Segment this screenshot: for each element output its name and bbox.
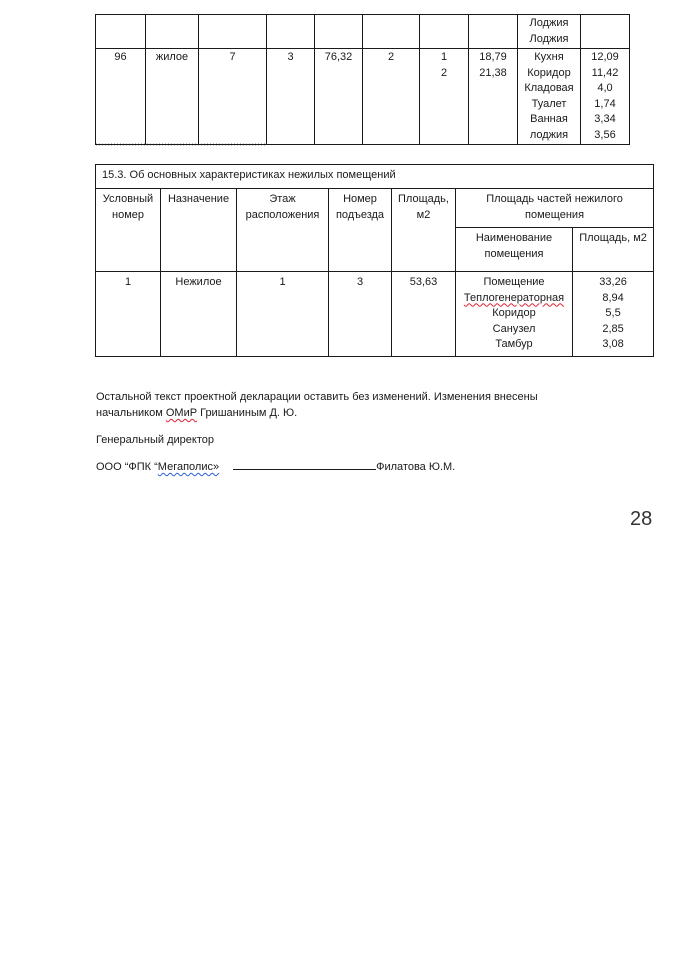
header-part-area: Площадь, м2 bbox=[573, 228, 654, 272]
table-cell bbox=[146, 15, 199, 49]
table-cell bbox=[420, 15, 469, 49]
part-name: лоджия bbox=[529, 128, 569, 141]
room-areas-cell bbox=[469, 49, 518, 145]
table-cell bbox=[581, 15, 630, 49]
part-name: Ванная bbox=[530, 113, 568, 125]
part-area: 33,26 bbox=[599, 276, 627, 288]
part-area: 4,0 bbox=[597, 82, 613, 94]
part-area: 2,85 bbox=[602, 322, 624, 335]
header-part-name: Наименование помещения bbox=[456, 228, 573, 272]
part-area: 8,94 bbox=[602, 291, 624, 304]
premise-area: 53,63 bbox=[392, 272, 456, 357]
apartments-table-continuation bbox=[95, 14, 630, 145]
premise-number: 1 bbox=[96, 272, 161, 357]
page-number: 28 bbox=[630, 508, 653, 530]
part-name: Кладовая bbox=[524, 82, 574, 94]
part-name: Теплогенераторная bbox=[463, 291, 565, 304]
table-header-row bbox=[96, 189, 654, 228]
part-names-cell bbox=[518, 49, 581, 145]
table-cell bbox=[315, 15, 363, 49]
apartment-rooms-count: 3 bbox=[267, 49, 315, 145]
part-area: 1,74 bbox=[594, 97, 616, 110]
table-cell bbox=[469, 15, 518, 49]
part-area: 3,56 bbox=[594, 128, 616, 141]
signature-line bbox=[96, 458, 455, 475]
room-number: 1 bbox=[440, 51, 448, 63]
premise-purpose: Нежилое bbox=[161, 272, 237, 357]
closing-note bbox=[96, 389, 576, 421]
room-area: 18,79 bbox=[479, 51, 507, 63]
table-cell bbox=[199, 15, 267, 49]
part-name: Помещение bbox=[483, 276, 545, 288]
table-row bbox=[96, 272, 654, 357]
apartment-floor: 7 bbox=[199, 49, 267, 145]
apartment-number: 96 bbox=[96, 49, 146, 145]
signer-name: Филатова Ю.М. bbox=[376, 461, 456, 473]
table-cell bbox=[96, 15, 146, 49]
signature-blank bbox=[233, 458, 376, 470]
premise-part-names bbox=[456, 272, 573, 357]
header-floor: Этаж расположения bbox=[237, 189, 329, 272]
part-name: Коридор bbox=[527, 66, 571, 79]
room-area: 21,38 bbox=[479, 66, 507, 79]
part-area: 5,5 bbox=[605, 307, 621, 319]
note-department: ОМиР bbox=[165, 407, 198, 419]
header-parts: Площадь частей нежилого помещения bbox=[456, 189, 654, 228]
org-name: Мегаполис» bbox=[157, 461, 220, 473]
part-name: Санузел bbox=[492, 322, 536, 335]
room-number: 2 bbox=[440, 66, 448, 79]
header-area: Площадь, м2 bbox=[392, 189, 456, 272]
part-areas-cell bbox=[581, 49, 630, 145]
table-row bbox=[96, 15, 630, 49]
table-row bbox=[96, 49, 630, 145]
org-prefix: ООО “ФПК “ bbox=[96, 461, 158, 473]
note-text-end: Гришаниным Д. Ю. bbox=[197, 407, 298, 419]
header-number: Условный номер bbox=[96, 189, 161, 272]
apartment-purpose: жилое bbox=[146, 49, 199, 145]
apartment-col6: 2 bbox=[363, 49, 420, 145]
dotted-separator bbox=[95, 143, 265, 146]
room-numbers-cell bbox=[420, 49, 469, 145]
director-title: Генеральный директор bbox=[96, 434, 214, 446]
table-cell bbox=[267, 15, 315, 49]
loggia-label: Лоджия bbox=[529, 17, 569, 29]
apartment-total-area: 76,32 bbox=[315, 49, 363, 145]
part-area: 12,09 bbox=[591, 51, 619, 63]
header-entrance: Номер подъезда bbox=[329, 189, 392, 272]
part-area: 3,34 bbox=[594, 113, 616, 125]
section-caption: 15.3. Об основных характеристиках нежилых помещений bbox=[96, 165, 654, 189]
header-purpose: Назначение bbox=[161, 189, 237, 272]
part-name: Туалет bbox=[531, 97, 567, 110]
premise-entrance: 3 bbox=[329, 272, 392, 357]
note-text: Остальной текст проектной декларации оставить без изменений. Изменения внесены начальником bbox=[96, 391, 538, 419]
part-name: Коридор bbox=[492, 307, 536, 319]
non-residential-table bbox=[95, 164, 654, 357]
premise-part-areas bbox=[573, 272, 654, 357]
part-name: Тамбур bbox=[495, 338, 533, 350]
premise-floor: 1 bbox=[237, 272, 329, 357]
part-name: Кухня bbox=[534, 51, 564, 63]
part-area: 3,08 bbox=[602, 338, 624, 350]
part-area: 11,42 bbox=[591, 66, 619, 79]
loggia-label: Лоджия bbox=[529, 32, 569, 45]
loggia-cell bbox=[518, 15, 581, 49]
table-cell bbox=[363, 15, 420, 49]
table-row bbox=[96, 165, 654, 189]
